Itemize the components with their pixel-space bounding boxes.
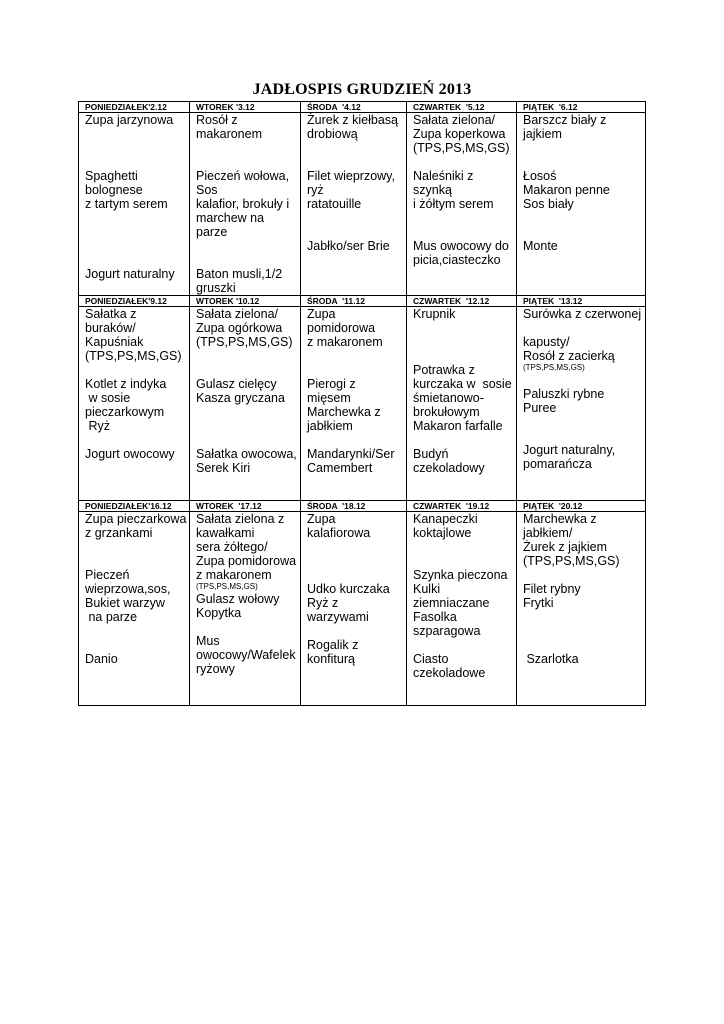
day-menu-cell	[407, 307, 517, 501]
menu-item-line: Ryż z	[307, 596, 339, 610]
menu-item-line: Zupa	[307, 307, 336, 321]
day-header: PIĄTEK '20.12	[517, 501, 646, 512]
day-header: CZWARTEK '19.12	[407, 501, 517, 512]
menu-item-line: ratatouille	[307, 197, 362, 211]
menu-item-line: picia,ciasteczko	[413, 253, 501, 267]
blank-line	[85, 141, 189, 155]
menu-item-line: parze	[196, 225, 228, 239]
menu-item-line: Sałatka owocowa,	[196, 447, 297, 461]
blank-line	[413, 335, 516, 349]
blank-line	[85, 638, 189, 652]
day-header: PONIEDZIAŁEK'9.12	[79, 296, 190, 307]
menu-item-line: Filet wieprzowy,	[307, 169, 395, 183]
blank-line	[307, 141, 406, 155]
menu-item-line: Surówka z czerwonej	[523, 307, 642, 321]
blank-line	[413, 540, 516, 554]
menu-item-line: (TPS,PS,MS,GS)	[196, 582, 258, 591]
blank-line	[413, 349, 516, 363]
menu-item-line: pieczarkowym	[85, 405, 165, 419]
menu-item-line: sera żółtego/	[196, 540, 268, 554]
menu-item-line: szynką	[413, 183, 452, 197]
week-header-row	[79, 501, 646, 512]
menu-item-line: Łosoś	[523, 169, 557, 183]
blank-line	[307, 568, 406, 582]
menu-item-line: Szynka pieczona	[413, 568, 508, 582]
blank-line	[523, 415, 645, 429]
week-menu-row	[79, 512, 646, 706]
menu-item-line: jajkiem	[523, 127, 562, 141]
menu-item-line: Sałata zielona/	[196, 307, 279, 321]
blank-line	[196, 349, 300, 363]
menu-item-line: z makaronem	[196, 568, 272, 582]
menu-item-line: mięsem	[307, 391, 351, 405]
menu-item-line: czekoladowe	[413, 666, 486, 680]
menu-item-line: (TPS,PS,MS,GS)	[85, 349, 182, 363]
day-menu-cell	[517, 512, 646, 706]
blank-line	[523, 373, 645, 387]
menu-item-line: buraków/	[85, 321, 136, 335]
day-header: ŚRODA '11.12	[301, 296, 407, 307]
day-header: PONIEDZIAŁEK'2.12	[79, 102, 190, 113]
menu-item-line: Sałata zielona z	[196, 512, 285, 526]
menu-item-line: kalafiorowa	[307, 526, 371, 540]
menu-item-line: Mandarynki/Ser	[307, 447, 395, 461]
menu-item-line: Kotlet z indyka	[85, 377, 167, 391]
menu-item-line: pomidorowa	[307, 321, 376, 335]
week-header-row	[79, 296, 646, 307]
menu-item-line: jabłkiem	[307, 419, 353, 433]
day-menu-cell	[79, 307, 190, 501]
menu-item-line: Zupa ogórkowa	[196, 321, 283, 335]
menu-item-line: Żurek z kiełbasą	[307, 113, 399, 127]
day-header: WTOREK '17.12	[190, 501, 301, 512]
day-menu-cell	[517, 307, 646, 501]
day-menu-cell	[407, 512, 517, 706]
menu-item-line: Zupa jarzynowa	[85, 113, 174, 127]
menu-item-line: jabłkiem/	[523, 526, 573, 540]
menu-item-line: na parze	[85, 610, 138, 624]
menu-item-line: Żurek z jajkiem	[523, 540, 608, 554]
menu-item-line: kurczaka w sosie	[413, 377, 512, 391]
menu-item-line: owocowy/Wafelek	[196, 648, 296, 662]
menu-item-line: marchew na	[196, 211, 265, 225]
day-header: WTOREK '3.12	[190, 102, 301, 113]
menu-item-line: kawałkami	[196, 526, 255, 540]
menu-item-line: z makaronem	[307, 335, 383, 349]
menu-item-line: Rosół z	[196, 113, 238, 127]
blank-line	[85, 253, 189, 267]
blank-line	[85, 363, 189, 377]
blank-line	[196, 405, 300, 419]
menu-item-line: Udko kurczaka	[307, 582, 390, 596]
menu-item-line: warzywami	[307, 610, 369, 624]
blank-line	[307, 554, 406, 568]
day-header: WTOREK '10.12	[190, 296, 301, 307]
menu-item-line: Spaghetti	[85, 169, 138, 183]
menu-item-line: Sałata zielona/	[413, 113, 496, 127]
day-header: ŚRODA '4.12	[301, 102, 407, 113]
menu-item-line: (TPS,PS,MS,GS)	[196, 335, 293, 349]
menu-item-line: Jogurt naturalny	[85, 267, 175, 281]
menu-item-line: Marchewka z	[523, 512, 597, 526]
menu-item-line: śmietanowo-	[413, 391, 484, 405]
menu-item-line: Ciasto	[413, 652, 449, 666]
menu-item-line: Baton musli,1/2	[196, 267, 283, 281]
menu-item-line: Gulasz wołowy	[196, 592, 280, 606]
blank-line	[196, 419, 300, 433]
day-header: CZWARTEK '12.12	[407, 296, 517, 307]
menu-item-line: Paluszki rybne	[523, 387, 605, 401]
menu-item-line: Puree	[523, 401, 557, 415]
menu-item-line: Ryż	[85, 419, 110, 433]
blank-line	[523, 610, 645, 624]
menu-item-line: Frytki	[523, 596, 554, 610]
menu-item-line: w sosie	[85, 391, 131, 405]
menu-item-line: z grzankami	[85, 526, 153, 540]
menu-item-line: Jogurt naturalny,	[523, 443, 616, 457]
day-menu-cell	[301, 113, 407, 296]
menu-item-line: Naleśniki z	[413, 169, 474, 183]
blank-line	[413, 554, 516, 568]
menu-item-line: Pierogi z	[307, 377, 356, 391]
menu-item-line: Budyń	[413, 447, 449, 461]
menu-item-line: Zupa pomidorowa	[196, 554, 297, 568]
day-menu-cell	[190, 512, 301, 706]
blank-line	[413, 638, 516, 652]
day-menu-cell	[301, 512, 407, 706]
menu-item-line: Marchewka z	[307, 405, 381, 419]
menu-item-line: Kulki	[413, 582, 441, 596]
menu-item-line: Zupa	[307, 512, 336, 526]
blank-line	[307, 540, 406, 554]
menu-item-line: czekoladowy	[413, 461, 485, 475]
menu-item-line: Bukiet warzyw	[85, 596, 165, 610]
menu-item-line: Serek Kiri	[196, 461, 251, 475]
day-menu-cell	[517, 113, 646, 296]
menu-item-line: Gulasz cielęcy	[196, 377, 277, 391]
blank-line	[85, 155, 189, 169]
blank-line	[523, 225, 645, 239]
blank-line	[85, 540, 189, 554]
menu-item-line: bolognese	[85, 183, 143, 197]
week-menu-row	[79, 113, 646, 296]
menu-item-line: Filet rybny	[523, 582, 581, 596]
menu-item-line: Kapuśniak	[85, 335, 144, 349]
menu-item-line: Mus	[196, 634, 220, 648]
blank-line	[307, 349, 406, 363]
blank-line	[307, 225, 406, 239]
menu-item-line: pomarańcza	[523, 457, 592, 471]
menu-item-line: drobiową	[307, 127, 358, 141]
menu-item-line: ziemniaczane	[413, 596, 490, 610]
menu-item-line: Szarlotka	[523, 652, 579, 666]
menu-item-line: kapusty/	[523, 335, 570, 349]
menu-item-line: Makaron farfalle	[413, 419, 503, 433]
blank-line	[85, 433, 189, 447]
menu-item-line: wieprzowa,sos,	[85, 582, 171, 596]
blank-line	[523, 429, 645, 443]
blank-line	[413, 321, 516, 335]
blank-line	[413, 155, 516, 169]
week-header-row	[79, 102, 646, 113]
day-menu-cell	[301, 307, 407, 501]
day-header: PIĄTEK '13.12	[517, 296, 646, 307]
menu-item-line: ryż	[307, 183, 324, 197]
menu-item-line: koktajlowe	[413, 526, 472, 540]
menu-item-line: konfiturą	[307, 652, 355, 666]
menu-title: JADŁOSPIS GRUDZIEŃ 2013	[252, 81, 472, 98]
blank-line	[196, 620, 300, 634]
menu-item-line: (TPS,PS,MS,GS)	[523, 554, 620, 568]
blank-line	[196, 141, 300, 155]
menu-item-line: Kasza gryczana	[196, 391, 285, 405]
menu-item-line: szparagowa	[413, 624, 481, 638]
day-header: PIĄTEK '6.12	[517, 102, 646, 113]
menu-item-line: brokułowym	[413, 405, 480, 419]
menu-item-line: Makaron penne	[523, 183, 610, 197]
blank-line	[85, 239, 189, 253]
blank-line	[523, 624, 645, 638]
day-header: CZWARTEK '5.12	[407, 102, 517, 113]
menu-item-line: Zupa koperkowa	[413, 127, 506, 141]
blank-line	[196, 239, 300, 253]
menu-item-line: kalafior, brokuły i	[196, 197, 290, 211]
day-menu-cell	[79, 113, 190, 296]
day-menu-cell	[190, 307, 301, 501]
day-menu-cell	[190, 113, 301, 296]
blank-line	[523, 638, 645, 652]
day-header: ŚRODA '18.12	[301, 501, 407, 512]
blank-line	[307, 624, 406, 638]
menu-item-line: Krupnik	[413, 307, 456, 321]
menu-item-line: Jabłko/ser Brie	[307, 239, 390, 253]
blank-line	[196, 433, 300, 447]
menu-item-line: Mus owocowy do	[413, 239, 509, 253]
menu-item-line: ryżowy	[196, 662, 235, 676]
menu-item-line: Potrawka z	[413, 363, 475, 377]
menu-item-line: (TPS,PS,MS,GS)	[413, 141, 510, 155]
menu-item-line: Kanapeczki	[413, 512, 478, 526]
menu-item-line: Zupa pieczarkowa	[85, 512, 187, 526]
blank-line	[85, 225, 189, 239]
menu-item-line: makaronem	[196, 127, 262, 141]
menu-item-line: Danio	[85, 652, 118, 666]
menu-item-line: Kopytka	[196, 606, 242, 620]
menu-item-line: gruszki	[196, 281, 236, 295]
menu-item-line: i żółtym serem	[413, 197, 494, 211]
blank-line	[413, 433, 516, 447]
blank-line	[196, 363, 300, 377]
blank-line	[307, 155, 406, 169]
blank-line	[307, 363, 406, 377]
blank-line	[196, 155, 300, 169]
blank-line	[523, 141, 645, 155]
menu-item-line: Barszcz biały z	[523, 113, 607, 127]
blank-line	[307, 211, 406, 225]
blank-line	[413, 225, 516, 239]
blank-line	[196, 253, 300, 267]
blank-line	[523, 321, 645, 335]
menu-item-line: Rogalik z	[307, 638, 359, 652]
menu-item-line: Sos	[196, 183, 218, 197]
menu-item-line: Camembert	[307, 461, 373, 475]
menu-item-line: Jogurt owocowy	[85, 447, 175, 461]
menu-item-line: Fasolka	[413, 610, 457, 624]
blank-line	[523, 155, 645, 169]
day-menu-cell	[407, 113, 517, 296]
blank-line	[85, 554, 189, 568]
menu-item-line: Sos biały	[523, 197, 574, 211]
blank-line	[85, 127, 189, 141]
day-header: PONIEDZIAŁEK'16.12	[79, 501, 190, 512]
blank-line	[85, 624, 189, 638]
menu-item-line: Rosół z zacierką	[523, 349, 615, 363]
menu-item-line: Monte	[523, 239, 558, 253]
menu-table	[78, 101, 646, 706]
blank-line	[85, 211, 189, 225]
menu-item-line: (TPS,PS,MS,GS)	[523, 363, 585, 372]
day-menu-cell	[79, 512, 190, 706]
blank-line	[523, 568, 645, 582]
menu-item-line: Pieczeń wołowa,	[196, 169, 290, 183]
menu-item-line: Sałatka z	[85, 307, 137, 321]
blank-line	[413, 211, 516, 225]
blank-line	[307, 433, 406, 447]
blank-line	[523, 211, 645, 225]
menu-item-line: z tartym serem	[85, 197, 168, 211]
week-menu-row	[79, 307, 646, 501]
menu-item-line: Pieczeń	[85, 568, 130, 582]
